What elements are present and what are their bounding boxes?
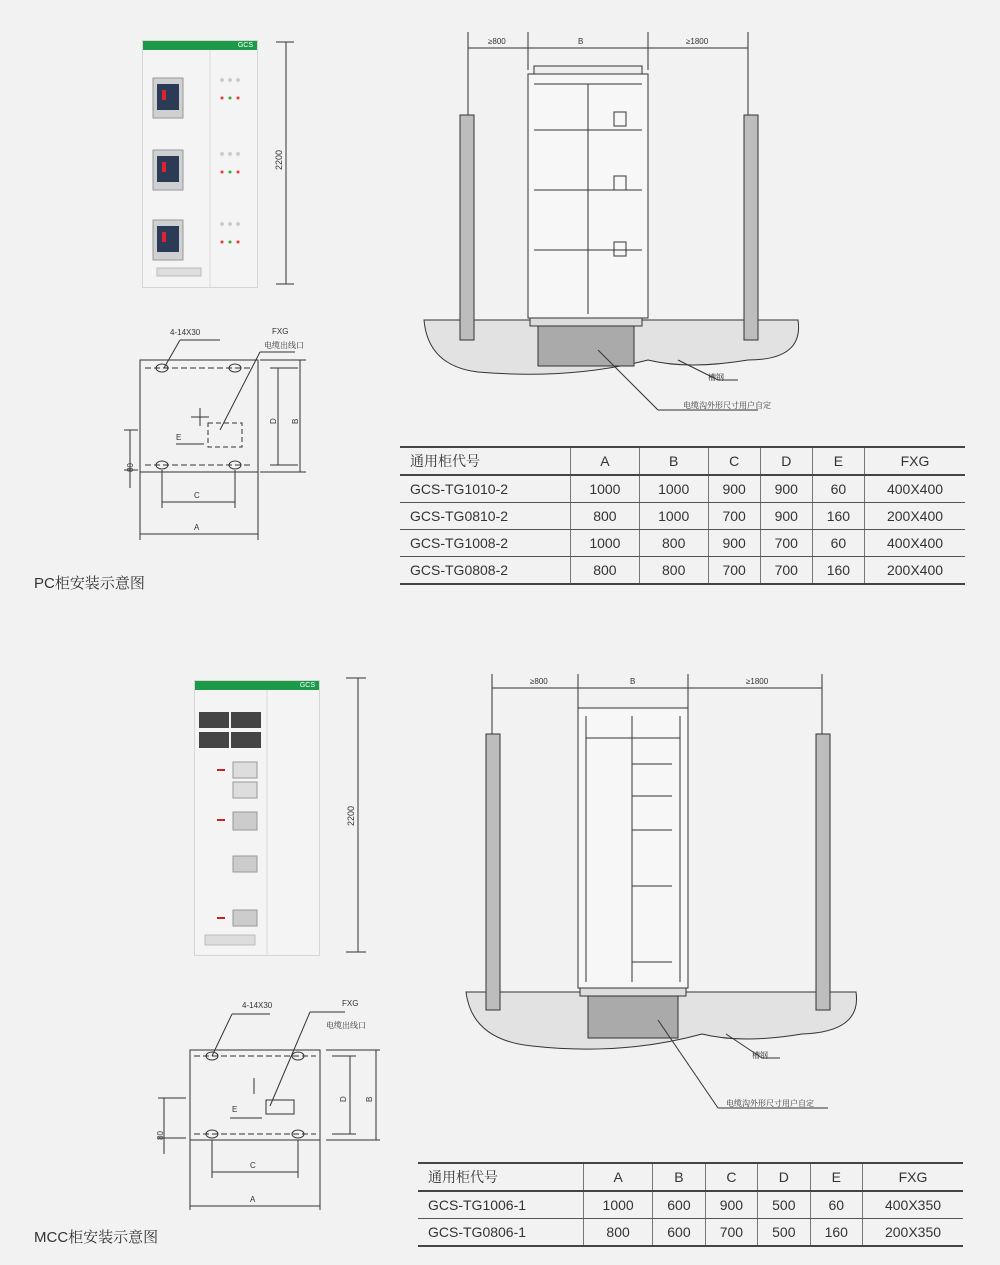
mcc-b-label: B [365, 1096, 374, 1102]
a-cell: 1000 [584, 1191, 653, 1219]
mcc-height-dimension [338, 676, 378, 956]
b-cell: 1000 [639, 503, 708, 530]
pc-b-label: B [291, 418, 300, 424]
table-row [400, 557, 965, 585]
model-cell: GCS-TG0810-2 [400, 503, 571, 530]
table-row [400, 475, 965, 503]
mcc-table-header-row [418, 1163, 963, 1191]
d-cell: 700 [760, 557, 812, 585]
pc-cabinet-brand: GCS [143, 41, 257, 50]
mcc-c-label: C [250, 1161, 256, 1170]
mcc-cabinet-side [578, 708, 688, 988]
pc-d-label: D [269, 418, 278, 424]
table-row [418, 1191, 963, 1219]
model-cell: GCS-TG0808-2 [400, 557, 571, 585]
pc-breaker-unit-1 [153, 78, 240, 118]
pc-left-clearance: ≥800 [488, 37, 506, 46]
c-cell: 700 [708, 503, 760, 530]
pc-side-drawing [418, 30, 808, 430]
pc-right-wall [744, 115, 758, 340]
pc-fxg-label: FXG [272, 327, 289, 336]
pc-header-e: E [812, 447, 864, 475]
pc-height-label: 2200 [274, 149, 284, 170]
pc-table-header-row [400, 447, 965, 475]
fxg-cell: 200X350 [863, 1219, 964, 1247]
fxg-cell: 200X400 [865, 503, 966, 530]
pc-e-label: E [176, 433, 182, 442]
d-cell: 900 [760, 475, 812, 503]
pc-cable-trench [538, 326, 634, 366]
a-cell: 800 [571, 503, 640, 530]
pc-channel-steel [530, 318, 642, 326]
fxg-cell: 400X400 [865, 530, 966, 557]
e-cell: 160 [810, 1219, 862, 1247]
mcc-width-label: B [630, 677, 636, 686]
mcc-header-model: 通用柜代号 [418, 1163, 584, 1191]
mcc-a-label: A [250, 1195, 256, 1204]
a-cell: 800 [584, 1219, 653, 1247]
pc-header-d: D [760, 447, 812, 475]
pc-80-label: 80 [126, 463, 135, 472]
pc-header-a: A [571, 447, 640, 475]
pc-c-label: C [194, 491, 200, 500]
mcc-side-drawing [462, 672, 862, 1122]
mcc-cable-outlet [266, 1100, 294, 1114]
table-row [400, 503, 965, 530]
c-cell: 900 [705, 1191, 757, 1219]
pc-cabinet-photo [142, 40, 258, 288]
model-cell: GCS-TG0806-1 [418, 1219, 584, 1247]
mcc-header-d: D [758, 1163, 810, 1191]
pc-plan-drawing [120, 320, 320, 545]
mcc-80-label: 80 [156, 1131, 165, 1140]
e-cell: 160 [812, 557, 864, 585]
pc-width-label: B [578, 37, 584, 46]
c-cell: 700 [708, 557, 760, 585]
b-cell: 800 [639, 530, 708, 557]
mcc-d-label: D [339, 1096, 348, 1102]
b-cell: 600 [653, 1191, 705, 1219]
a-cell: 800 [571, 557, 640, 585]
pc-a-label: A [194, 523, 200, 532]
mcc-fxg-label: FXG [342, 999, 359, 1008]
table-row [418, 1219, 963, 1247]
mcc-cabinet-photo [194, 680, 320, 956]
mcc-height-label: 2200 [346, 805, 356, 826]
mcc-plan-drawing [150, 994, 390, 1214]
d-cell: 700 [760, 530, 812, 557]
mcc-right-wall [816, 734, 830, 1010]
pc-hole-spec: 4-14X30 [170, 328, 201, 337]
fxg-cell: 200X400 [865, 557, 966, 585]
pc-left-wall [460, 115, 474, 340]
b-cell: 1000 [639, 475, 708, 503]
pc-right-clearance: ≥1800 [686, 37, 709, 46]
mcc-cable-trench [588, 996, 678, 1038]
mcc-e-label: E [232, 1105, 238, 1114]
a-cell: 1000 [571, 475, 640, 503]
pc-header-fxg: FXG [865, 447, 966, 475]
mcc-cabinet-brand: GCS [195, 681, 319, 690]
mcc-trench-label: 电缆沟外形尺寸用户自定 [726, 1099, 814, 1108]
pc-cable-outlet [208, 423, 242, 447]
mcc-left-clearance: ≥800 [530, 677, 548, 686]
mcc-channel-label: 槽钢 [752, 1051, 768, 1060]
pc-trench-label: 电缆沟外形尺寸用户自定 [683, 401, 771, 410]
pc-breaker-unit-2 [153, 150, 240, 190]
mcc-caption: MCC柜安装示意图 [34, 1229, 159, 1246]
mcc-left-wall [486, 734, 500, 1010]
pc-channel-label: 槽钢 [708, 373, 724, 382]
model-cell: GCS-TG1006-1 [418, 1191, 584, 1219]
c-cell: 900 [708, 475, 760, 503]
pc-height-dimension [266, 40, 306, 290]
model-cell: GCS-TG1010-2 [400, 475, 571, 503]
a-cell: 1000 [571, 530, 640, 557]
c-cell: 900 [708, 530, 760, 557]
c-cell: 700 [705, 1219, 757, 1247]
e-cell: 160 [812, 503, 864, 530]
pc-outlet-label: 电缆出线口 [264, 341, 304, 350]
pc-spec-table [400, 446, 965, 585]
mcc-channel-steel [580, 988, 686, 996]
mcc-header-a: A [584, 1163, 653, 1191]
fxg-cell: 400X400 [865, 475, 966, 503]
mcc-cabinet-front [195, 690, 319, 955]
mcc-hole-spec: 4-14X30 [242, 1001, 273, 1010]
table-row [400, 530, 965, 557]
e-cell: 60 [812, 530, 864, 557]
pc-breaker-unit-3 [153, 220, 240, 276]
pc-header-model: 通用柜代号 [400, 447, 571, 475]
d-cell: 900 [760, 503, 812, 530]
mcc-right-clearance: ≥1800 [746, 677, 769, 686]
mcc-spec-table [418, 1162, 963, 1247]
e-cell: 60 [812, 475, 864, 503]
mcc-header-fxg: FXG [863, 1163, 964, 1191]
mcc-header-b: B [653, 1163, 705, 1191]
e-cell: 60 [810, 1191, 862, 1219]
pc-cabinet-front [143, 50, 257, 287]
pc-header-c: C [708, 447, 760, 475]
model-cell: GCS-TG1008-2 [400, 530, 571, 557]
pc-caption: PC柜安装示意图 [34, 575, 145, 592]
mcc-header-c: C [705, 1163, 757, 1191]
b-cell: 800 [639, 557, 708, 585]
pc-header-b: B [639, 447, 708, 475]
fxg-cell: 400X350 [863, 1191, 964, 1219]
b-cell: 600 [653, 1219, 705, 1247]
mcc-outlet-label: 电缆出线口 [326, 1021, 366, 1030]
mcc-header-e: E [810, 1163, 862, 1191]
d-cell: 500 [758, 1191, 810, 1219]
d-cell: 500 [758, 1219, 810, 1247]
